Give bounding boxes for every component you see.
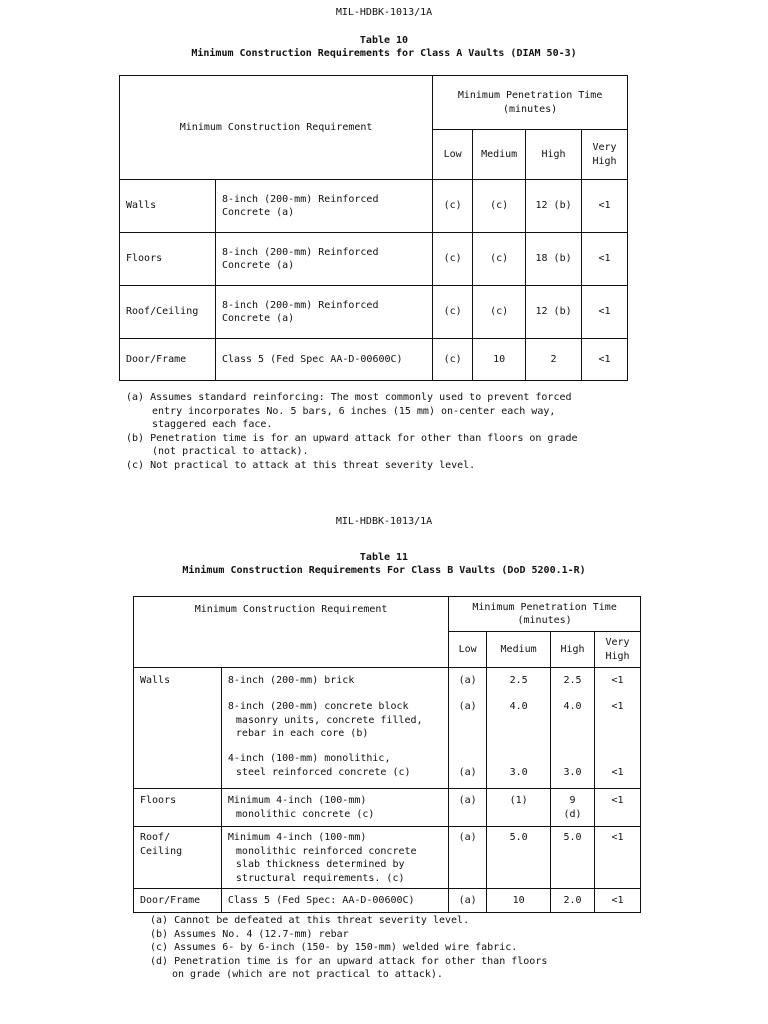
table10-pen-header-line1: Minimum Penetration Time [457, 90, 603, 101]
cell-value: (a) [458, 767, 477, 778]
note-line: (not practical to attack). [152, 446, 309, 457]
note-line: staggered each face. [152, 419, 273, 430]
table11-col-very-high [595, 632, 641, 668]
wall-sub [228, 700, 442, 752]
element-line: Roof/ [140, 832, 171, 843]
row-element: Walls [134, 668, 222, 789]
cell-high [551, 789, 595, 827]
table10 [119, 75, 628, 381]
table10-pen-header-line2: (minutes) [503, 103, 558, 115]
req-line: 8-inch (200-mm) brick [227, 675, 355, 686]
cell-high: 2 [526, 339, 582, 381]
cell-very-high: <1 [595, 827, 641, 889]
table11-col-high: High [551, 632, 595, 668]
table10-col-low: Low [433, 130, 473, 180]
cell-low: (c) [433, 180, 473, 233]
note-line: entry incorporates No. 5 bars, 6 inches (15 mm) on-center each way, [152, 405, 556, 417]
req-line: 8-inch (200-mm) concrete block [227, 701, 409, 712]
table11-pen-header-line1: Minimum Penetration Time [472, 601, 617, 613]
cell-high: 18 (b) [526, 233, 582, 286]
row-element: Floors [120, 233, 216, 286]
cell-low: (a) [449, 889, 487, 913]
table-row [134, 789, 641, 827]
req-line: 4-inch (100-mm) monolithic, [227, 753, 391, 764]
wall-sub [228, 674, 442, 700]
cell-medium: 5.0 [487, 827, 551, 889]
cell-value: (d) [563, 808, 582, 820]
cell-low: (c) [433, 286, 473, 339]
cell-value: 2.5 [563, 675, 582, 686]
cell-very-high: <1 [582, 233, 628, 286]
req-line: 8-inch (200-mm) Reinforced [221, 193, 379, 205]
req-line: 8-inch (200-mm) Reinforced [221, 246, 379, 258]
document-header: MIL-HDBK-1013/1A [335, 516, 433, 527]
cell-value: (a) [458, 675, 477, 686]
document-header: MIL-HDBK-1013/1A [335, 7, 433, 18]
req-line: structural requirements. (c) [235, 872, 405, 884]
cell-value: 3.0 [563, 767, 582, 778]
table10-col-high: High [526, 130, 582, 180]
table11-col-very-l2: High [605, 650, 630, 662]
element-line: Ceiling [140, 845, 183, 857]
table11-col-very-l1: Very [605, 637, 630, 648]
cell-very-high: <1 [582, 286, 628, 339]
note-line: (b) Assumes No. 4 (12.7-mm) rebar [150, 928, 349, 940]
row-requirement [221, 789, 448, 827]
row-requirement [215, 180, 432, 233]
req-line: monolithic concrete (c) [235, 808, 375, 820]
req-line: Class 5 (Fed Spec AA-D-00600C) [221, 353, 403, 365]
note [126, 391, 578, 432]
req-line: masonry units, concrete filled, [235, 714, 423, 726]
req-line: Minimum 4-inch (100-mm) [227, 832, 367, 843]
row-element [134, 827, 222, 889]
req-line: Concrete (a) [221, 260, 295, 271]
req-line: 8-inch (200-mm) Reinforced [221, 299, 379, 311]
table11-pen-header [449, 597, 641, 632]
table11-req-header: Minimum Construction Requirement [134, 597, 449, 668]
cell-very-high [595, 668, 641, 789]
cell-medium: (c) [473, 180, 526, 233]
note-line: (c) Assumes 6- by 6-inch (150- by 150-mm) welded wire fabric. [150, 942, 518, 953]
cell-value: (a) [458, 701, 477, 712]
table11 [133, 596, 641, 913]
req-line: Minimum 4-inch (100-mm) [227, 795, 367, 806]
row-element: Walls [120, 180, 216, 233]
cell-medium: (1) [487, 789, 551, 827]
table-row [120, 180, 628, 233]
cell-medium: 10 [487, 889, 551, 913]
cell-value: 2.5 [509, 675, 528, 686]
table11-number: Table 11 [359, 552, 409, 563]
cell-value: <1 [611, 767, 624, 778]
row-requirement: Class 5 (Fed Spec: AA-D-00600C) [221, 889, 448, 913]
table10-number: Table 10 [359, 35, 409, 46]
table10-notes [126, 391, 578, 472]
note-line: (c) Not practical to attack at this threat severity level. [126, 459, 476, 471]
req-line: Concrete (a) [221, 207, 295, 218]
row-requirement [215, 286, 432, 339]
row-requirement [215, 233, 432, 286]
cell-low: (a) [449, 789, 487, 827]
row-requirement [221, 668, 448, 789]
note-line: (a) Cannot be defeated at this threat severity level. [150, 915, 470, 926]
table-row [134, 889, 641, 913]
table11-pen-header-line2: (minutes) [517, 615, 572, 626]
cell-high: 12 (b) [526, 286, 582, 339]
table-row [120, 339, 628, 381]
cell-very-high: <1 [582, 180, 628, 233]
wall-sub [228, 752, 442, 786]
req-line: monolithic reinforced concrete [235, 845, 417, 857]
note [126, 459, 578, 473]
note [150, 928, 547, 942]
table11-col-low: Low [449, 632, 487, 668]
table-row [134, 827, 641, 889]
note-line: (b) Penetration time is for an upward attack for other than floors on grade [126, 432, 578, 444]
cell-value: 3.0 [509, 767, 528, 778]
note [150, 955, 547, 982]
cell-medium: (c) [473, 233, 526, 286]
cell-low [449, 668, 487, 789]
table11-col-medium: Medium [487, 632, 551, 668]
note-line: (a) Assumes standard reinforcing: The most commonly used to prevent forced [126, 392, 572, 403]
note-line: (d) Penetration time is for an upward attack for other than floors [150, 955, 548, 967]
table10-col-very-l1: Very [592, 142, 617, 153]
cell-low: (c) [433, 233, 473, 286]
table11-notes [150, 914, 547, 982]
table10-col-medium: Medium [473, 130, 526, 180]
row-element: Floors [134, 789, 222, 827]
cell-low: (a) [449, 827, 487, 889]
table-row [120, 286, 628, 339]
table10-pen-header [433, 76, 628, 130]
req-line: steel reinforced concrete (c) [235, 766, 411, 778]
note [150, 941, 547, 955]
cell-value: 9 [569, 795, 576, 806]
row-element: Door/Frame [120, 339, 216, 381]
table10-req-header: Minimum Construction Requirement [120, 76, 433, 180]
cell-high: 12 (b) [526, 180, 582, 233]
table11-title: Minimum Construction Requirements For Class B Vaults (DoD 5200.1-R) [182, 565, 586, 576]
row-requirement [215, 339, 432, 381]
cell-very-high: <1 [595, 789, 641, 827]
cell-value: <1 [611, 701, 624, 712]
table-row [120, 233, 628, 286]
table10-col-very-high [582, 130, 628, 180]
table-row [134, 668, 641, 789]
req-line: Concrete (a) [221, 313, 295, 324]
note-line: on grade (which are not practical to attack). [172, 969, 443, 980]
cell-medium: (c) [473, 286, 526, 339]
cell-value: <1 [611, 675, 624, 686]
row-element: Roof/Ceiling [120, 286, 216, 339]
cell-very-high: <1 [595, 889, 641, 913]
cell-value: 4.0 [509, 701, 528, 712]
row-element: Door/Frame [134, 889, 222, 913]
row-requirement [221, 827, 448, 889]
cell-high: 2.0 [551, 889, 595, 913]
table10-title: Minimum Construction Requirements for Class A Vaults (DIAM 50-3) [191, 48, 577, 59]
cell-value: 4.0 [563, 701, 582, 712]
req-line: slab thickness determined by [235, 859, 405, 870]
cell-very-high: <1 [582, 339, 628, 381]
cell-medium [487, 668, 551, 789]
note [126, 432, 578, 459]
cell-medium: 10 [473, 339, 526, 381]
cell-low: (c) [433, 339, 473, 381]
note [150, 914, 547, 928]
req-line: rebar in each core (b) [235, 728, 369, 739]
cell-high [551, 668, 595, 789]
cell-high: 5.0 [551, 827, 595, 889]
table10-col-very-l2: High [592, 155, 617, 167]
